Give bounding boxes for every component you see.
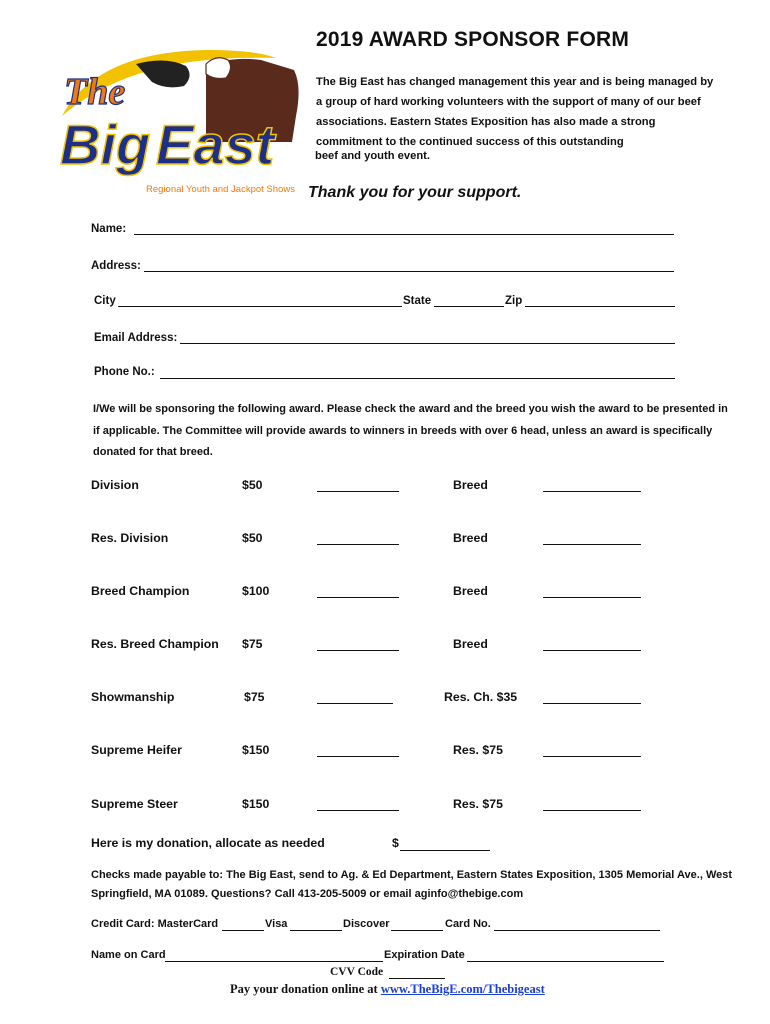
email-label: Email Address: (94, 332, 178, 344)
email-field[interactable] (180, 343, 675, 344)
donation-amount-field[interactable] (400, 850, 490, 851)
visa-label: Visa (265, 918, 288, 930)
credit-card-label: Credit Card: MasterCard (91, 918, 219, 930)
award-name: Supreme Heifer (91, 743, 182, 757)
cattle-head-icon (206, 58, 231, 79)
award-breed-field[interactable] (543, 650, 641, 651)
donation-currency: $ (392, 836, 399, 850)
award-breed-label: Res. Ch. $35 (444, 690, 518, 704)
award-price: $100 (242, 584, 270, 598)
cvv-field[interactable] (389, 978, 445, 979)
award-name: Res. Breed Champion (91, 637, 219, 651)
city-label: City (94, 295, 116, 307)
award-check-field[interactable] (317, 810, 399, 811)
award-check-field[interactable] (317, 703, 393, 704)
award-name: Showmanship (91, 690, 175, 704)
expiration-field[interactable] (467, 961, 664, 962)
logo-word-the: The (64, 71, 126, 113)
donation-label: Here is my donation, allocate as needed (91, 836, 325, 850)
state-field[interactable] (434, 306, 504, 307)
state-label: State (403, 295, 432, 307)
award-check-field[interactable] (317, 756, 399, 757)
phone-label: Phone No.: (94, 366, 155, 378)
award-price: $75 (244, 690, 265, 704)
name-field[interactable] (134, 234, 674, 235)
city-field[interactable] (118, 306, 402, 307)
checks-payable-text: Checks made payable to: The Big East, send to Ag. & Ed Department, Eastern States Exposition, 1305 Memorial Ave., West Springfield, MA 01089. Questions? Call 413-205-5009 or email aginfo@thebige.com (91, 869, 733, 900)
cvv-label: CVV Code (330, 966, 384, 978)
award-price: $50 (242, 478, 263, 492)
award-breed-field[interactable] (543, 756, 641, 757)
award-name: Res. Division (91, 531, 169, 545)
award-name: Breed Champion (91, 584, 190, 598)
card-number-field[interactable] (494, 930, 660, 931)
address-label: Address: (91, 260, 141, 272)
mastercard-check-field[interactable] (222, 930, 264, 931)
award-name: Division (91, 478, 139, 492)
expiration-label: Expiration Date (384, 949, 465, 961)
award-price: $150 (242, 743, 270, 757)
pay-online-line (230, 982, 545, 997)
award-price: $150 (242, 797, 270, 811)
award-breed-field[interactable] (543, 703, 641, 704)
award-breed-label: Res. $75 (453, 797, 503, 811)
award-breed-label: Breed (453, 531, 488, 545)
page-title: 2019 AWARD SPONSOR FORM (316, 28, 630, 51)
name-on-card-label: Name on Card (91, 949, 166, 961)
award-breed-label: Breed (453, 584, 488, 598)
discover-label: Discover (343, 918, 390, 930)
award-breed-label: Breed (453, 478, 488, 492)
pay-online-text: Pay your donation online at (230, 982, 378, 996)
award-breed-field[interactable] (543, 597, 641, 598)
address-field[interactable] (144, 271, 674, 272)
pay-online-link[interactable]: www.TheBigE.com/Thebigeast (380, 982, 545, 996)
award-check-field[interactable] (317, 597, 399, 598)
intro-text: The Big East has changed management this year and is being managed by a group of hard working volunteers with the support of many of our beef associations. Eastern States Exposition has also made a strong commitment to the continued success of this outstanding (316, 76, 714, 148)
name-label: Name: (91, 223, 127, 235)
award-price: $50 (242, 531, 263, 545)
logo-word-east: East (156, 113, 275, 176)
award-breed-field[interactable] (543, 544, 641, 545)
card-number-label: Card No. (445, 918, 491, 930)
visa-check-field[interactable] (290, 930, 342, 931)
award-breed-label: Breed (453, 637, 488, 651)
instructions-text: I/We will be sponsoring the following award. Please check the award and the breed you wish the award to be presented in if applicable. The Committee will provide awards to winners in breeds with over 6 head, unless an award is specifically donated for that breed. (93, 403, 728, 458)
thank-you-text: Thank you for your support. (308, 184, 522, 201)
name-on-card-field[interactable] (165, 961, 383, 962)
award-check-field[interactable] (317, 491, 399, 492)
big-east-logo (56, 46, 306, 206)
zip-label: Zip (505, 295, 523, 307)
cattle-head-dark-icon (136, 60, 190, 87)
award-name: Supreme Steer (91, 797, 178, 811)
award-breed-label: Res. $75 (453, 743, 503, 757)
zip-field[interactable] (525, 306, 675, 307)
award-breed-field[interactable] (543, 810, 641, 811)
discover-check-field[interactable] (391, 930, 443, 931)
award-price: $75 (242, 637, 263, 651)
award-breed-field[interactable] (543, 491, 641, 492)
phone-field[interactable] (160, 378, 675, 379)
logo-tagline: Regional Youth and Jackpot Shows (146, 184, 295, 195)
logo-word-big: Big (60, 113, 151, 176)
award-check-field[interactable] (317, 650, 399, 651)
intro-text-tail: beef and youth event. (315, 150, 430, 162)
award-check-field[interactable] (317, 544, 399, 545)
